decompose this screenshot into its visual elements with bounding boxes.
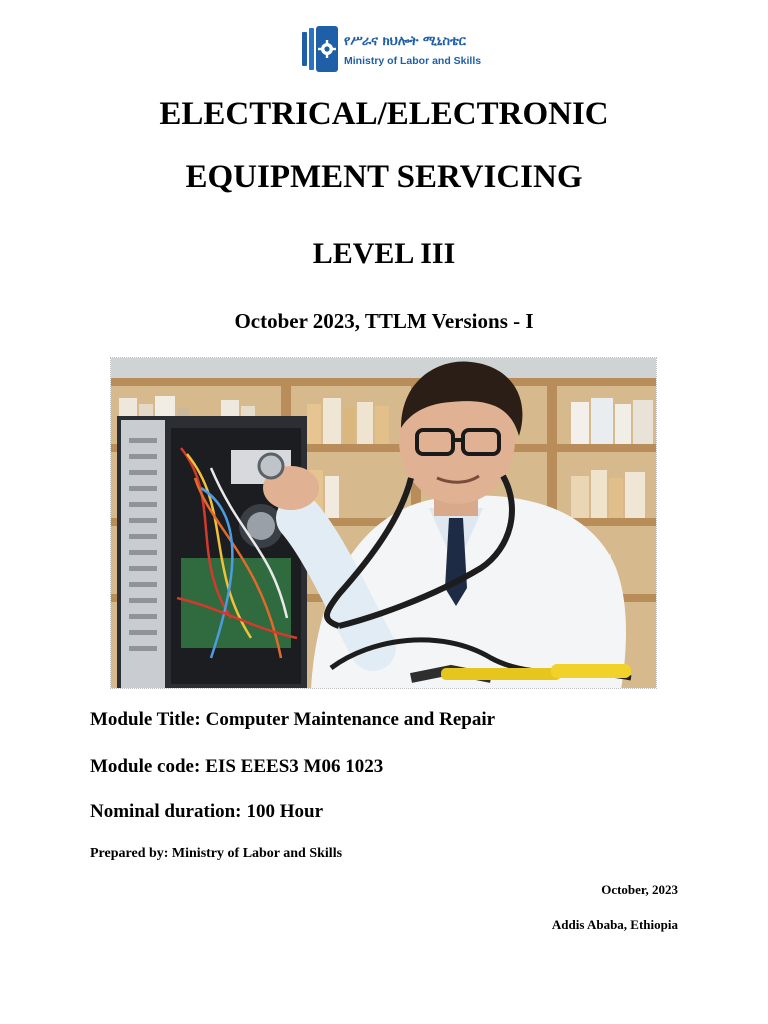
- nominal-duration-row: [90, 800, 323, 824]
- module-title-value: Computer Maintenance and Repair: [205, 709, 496, 730]
- cover-title-line2: EQUIPMENT SERVICING: [185, 159, 583, 195]
- cover-photo: [110, 357, 657, 689]
- cover-level: LEVEL III: [312, 237, 456, 270]
- ministry-logo-icon: [300, 24, 340, 74]
- cover-version: October 2023, TTLM Versions - I: [234, 309, 534, 333]
- module-code-value: EIS EEES3 M06 1023: [205, 756, 384, 777]
- technician-stethoscope-computer-photo: [111, 358, 657, 689]
- prepared-by-value: Ministry of Labor and Skills: [171, 846, 343, 861]
- cover-title-line1: ELECTRICAL/ELECTRONIC: [159, 96, 609, 132]
- publication-date: October, 2023: [601, 882, 678, 897]
- nominal-duration-value: 100 Hour: [246, 801, 324, 822]
- module-code-row: [90, 755, 383, 779]
- module-code-label: Module code:: [90, 756, 201, 777]
- module-title-row: [90, 708, 495, 732]
- ministry-logo: [300, 24, 482, 76]
- prepared-by-label: Prepared by:: [90, 846, 169, 861]
- nominal-duration-label: Nominal duration:: [90, 801, 242, 822]
- logo-english-text: Ministry of Labor and Skills: [344, 55, 482, 67]
- logo-amharic-text: የሥራና ክህሎት ሚኒስቴር: [344, 34, 466, 49]
- prepared-by-row: [90, 845, 342, 863]
- module-title-label: Module Title:: [90, 709, 201, 730]
- publication-place: Addis Ababa, Ethiopia: [551, 917, 678, 932]
